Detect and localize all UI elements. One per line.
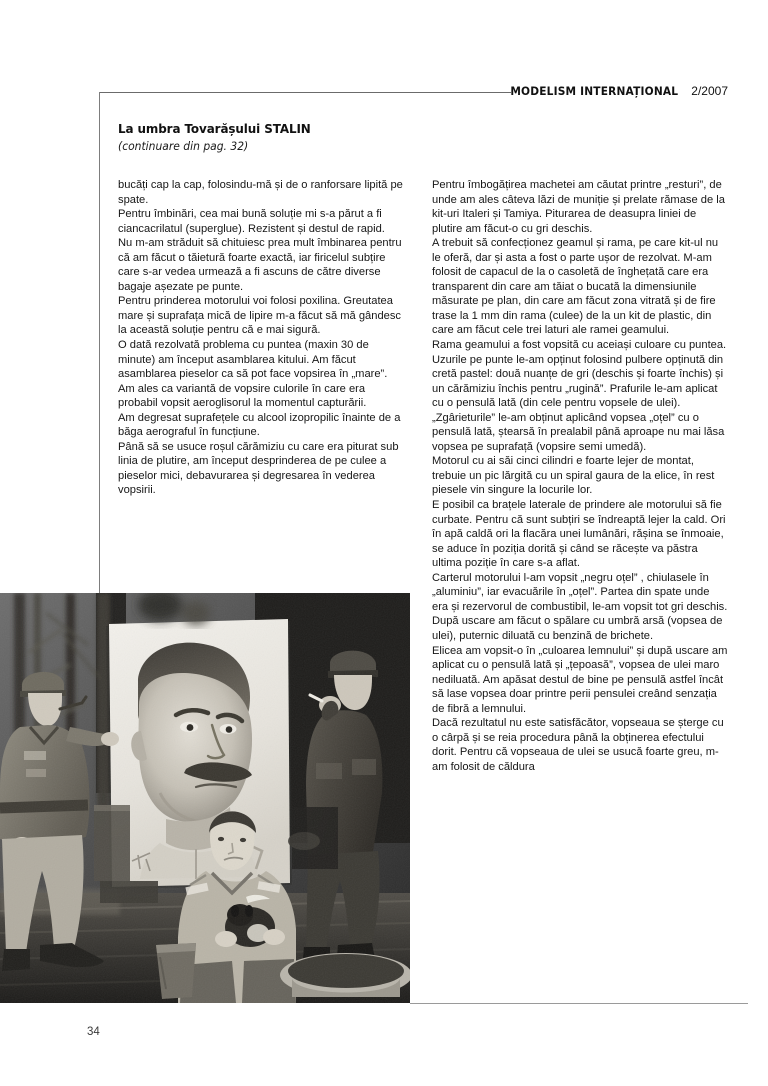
page-number: 34 — [87, 1026, 100, 1038]
paragraph: Elicea am vopsit-o în „culoarea lemnului” și după uscare am aplicat cu o pensulă lată și „țepoasă”, vopsea de ulei maro nediluată. Am apăsat destul de bine pe pensulă astfel încât să lase vopsea doar printre perii pensulei creând senzația de fibră a lemnului. — [432, 644, 728, 715]
article-subtitle: (continuare din pag. 32) — [118, 140, 249, 153]
paragraph: Motorul cu ai săi cinci cilindri e foarte lejer de montat, trebuie un pic lărgită cu un spiral gaura de la elice, în rest piesele vin singure la locurile lor. — [432, 455, 715, 497]
paragraph: E posibil ca brațele laterale de prindere ale motorului să fie curbate. Pentru că sunt subțiri se îndreaptă lejer la cald. Ori în apă caldă ori la flacăra unei lumânări, rășina se înmoaie, se aduce în poziția dorită și când se răcește va păstra ultima poziție în care s-a aflat. — [432, 499, 726, 570]
paragraph: Am degresat suprafețele cu alcool izopropilic înainte de a băga aerograful în funcțiune. — [118, 411, 401, 439]
article-header — [118, 122, 448, 153]
paragraph: Rama geamului a fost vopsită cu aceiași culoare cu puntea. — [432, 339, 727, 352]
paragraph: Pentru prinderea motorului voi folosi poxilina. Greutatea mare și suprafața mică de lipire m-a făcut să mă gândesc la această soluție pentru că e mai sigură. — [118, 295, 401, 337]
paragraph: Uzurile pe punte le-am opținut folosind pulbere opținută din cretă pastel: două nuanțe de gri (deschis și foarte închis) și un cărămiziu închis pentru „rugină”. Prafurile le-am aplicat cu o pensulă lată (din cele pentru vopsele de ulei). — [432, 353, 724, 410]
article-photo — [0, 593, 410, 1003]
paragraph: bucăți cap la cap, folosindu-mă și de o ranforsare lipită pe spate. — [118, 179, 403, 206]
paragraph: Pentru îmbogățirea machetei am căutat printre „resturi”, de unde am ales câteva lăzi de muniție și prelate rămase de la kit-uri Italeri și Tamiya. Piturarea de deasupra liniei de plutire am făcut-o cu gri deschis. — [432, 179, 725, 235]
paragraph: O dată rezolvată problema cu puntea (maxin 30 de minute) am început asamblarea kitului. Am făcut asamblarea pieselor ca să pot face vopsirea în „mare”. Am ales ca variantă de vopsire culorile în care era probabil vopsit aeroglisorul la momentul capturării. — [118, 339, 388, 410]
paragraph: Carterul motorului l-am vopsit „negru oțel” , chiulasele în „aluminiu”, iar evacuările în „oțel”. Partea din spate unde era și rezervorul de combustibil, le-am vopsit tot gri deschis. După uscare am făcut o spălare cu umbră arsă (vopsea de ulei), puternic diluată cu benzină de brichete. — [432, 571, 728, 642]
paragraph: „Zgârieturile” le-am obținut aplicând vopsea „oțel” cu o pensulă lată, ștearsă în prealabil până aproape nu mai lăsa vopsea pe suprafață (vopsire semi umedă). — [432, 411, 725, 453]
paragraph: Pentru îmbinări, cea mai bună soluție mi s-a părut a fi ciancacrilatul (superglue). Rezistent și destul de rapid. — [118, 208, 385, 235]
article-title: La umbra Tovarășului STALIN — [118, 122, 311, 136]
paragraph: A trebuit să confecționez geamul și rama, pe care kit-ul nu le oferă, dar și asta a fost o parte ușor de rezolvat. M-am folosit de capacul de la o casoletă de înghețată care era transparent din care am tăiat o bucată la dimensiunile măsurate pe plan, din care am făcut zona vitrată și de fire trase la 1 mm din rama (culee) de la un kit de plastic, din care am făcut cele trei laturi ale ramei geamului. — [432, 237, 719, 337]
left-vertical-rule — [99, 92, 100, 593]
body-column-left — [118, 178, 406, 498]
masthead — [504, 84, 728, 98]
paragraph: Dacă rezultatul nu este satisfăcător, vopseaua se șterge cu o cârpă și se reia procedura până la obținerea efectului dorit. Pentru că vopseaua de ulei se usucă foarte greu, m-am folosit de căldura — [432, 717, 724, 773]
photo-illustration — [0, 593, 410, 1003]
header-rule-divider — [99, 92, 511, 93]
body-column-right — [432, 178, 728, 774]
magazine-title: MODELISM INTERNAȚIONAL — [510, 84, 678, 98]
paragraph: Până să se usuce roșul cărămiziu cu care era piturat sub linia de plutire, am început desprinderea de pe culee a pieselor mici, debavurarea și degresarea în vederea vopsirii. — [118, 440, 399, 497]
bottom-hairline-rule — [410, 1003, 748, 1004]
issue-number: 2/2007 — [691, 84, 728, 98]
paragraph: Nu m-am străduit să chituiesc prea mult îmbinarea pentru că am făcut o tăietură foarte exactă, iar firicelul subțire care s-ar vedea urmează a fi ascuns de către diverse bagaje așezate pe punte. — [118, 237, 402, 293]
